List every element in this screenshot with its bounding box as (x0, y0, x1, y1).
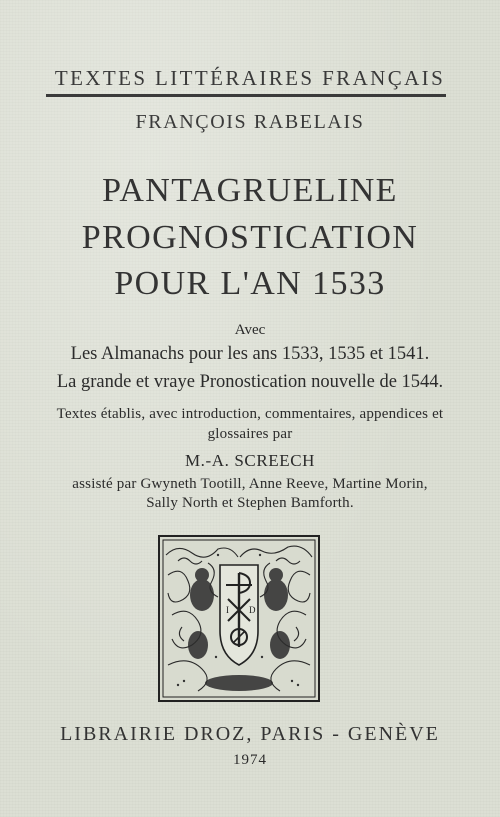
assistants-line-1: assisté par Gwyneth Tootill, Anne Reeve, Martine Morin, (72, 476, 428, 492)
svg-text:D: D (249, 605, 256, 615)
series-rule (46, 94, 446, 97)
contents-line-2: La grande et vraye Pronostication nouvelle de 1544. (56, 372, 444, 392)
edition-line-2: glossaires par (207, 426, 293, 442)
assistants-line-2: Sally North et Stephen Bamforth. (146, 495, 354, 511)
avec-label: Avec (234, 322, 266, 338)
svg-text:I: I (226, 605, 229, 615)
series-title: TEXTES LITTÉRAIRES FRANÇAIS (54, 66, 446, 90)
title-line-1: PANTAGRUELINE (102, 172, 398, 209)
contents-line-1: Les Almanachs pour les ans 1533, 1535 et 1541. (70, 344, 430, 364)
title-line-3: POUR L'AN 1533 (114, 265, 386, 302)
publication-year: 1974 (233, 752, 267, 768)
editor-name: M.-A. SCREECH (184, 451, 316, 470)
author-name: FRANÇOIS RABELAIS (135, 111, 365, 133)
publisher-name: LIBRAIRIE DROZ, PARIS - GENÈVE (60, 723, 440, 745)
edition-line-1: Textes établis, avec introduction, commentaires, appendices et (56, 406, 444, 422)
title-line-2: PROGNOSTICATION (81, 219, 419, 256)
ornamental-printer-mark-icon (158, 535, 320, 702)
